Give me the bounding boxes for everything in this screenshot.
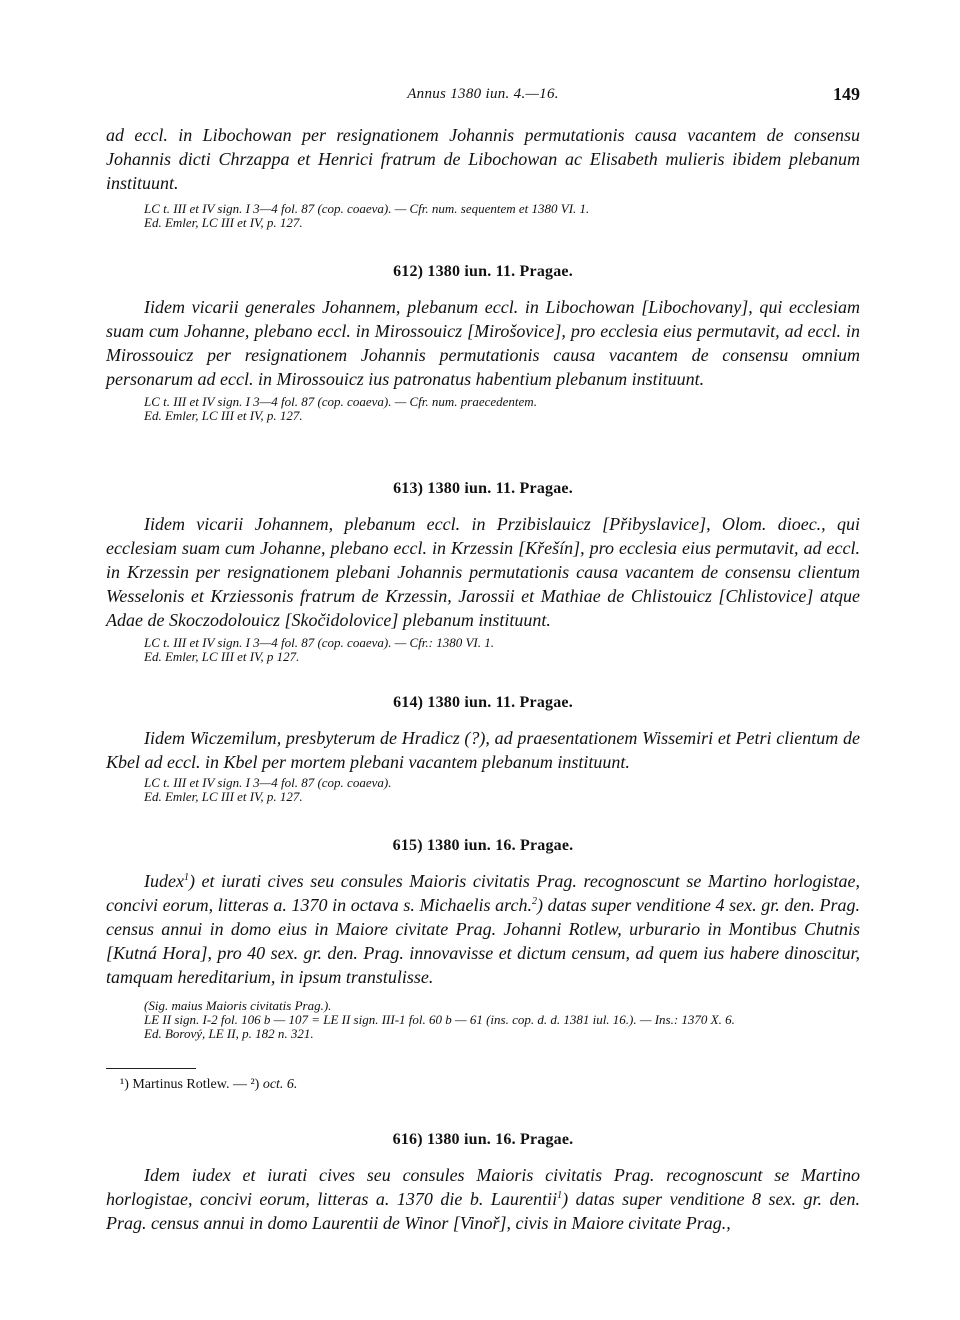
entry-text: Iidem Wiczemilum, presbyterum de Hradicz (?), ad praesentationem Wissemiri et Petri clientum de Kbel ad eccl. in Kbel per mortem plebani vacantem plebanum instituunt.: [106, 728, 860, 772]
page-number: 149: [833, 84, 860, 104]
note-line: Ed. Borový, LE II, p. 182 n. 321.: [144, 1026, 314, 1041]
entry-614: [106, 693, 860, 804]
footnote-mark: ¹): [120, 1077, 129, 1092]
note-line: (Sig. maius Maioris civitatis Prag.).: [144, 998, 332, 1013]
text-part: ) datas super venditione 8 sex. gr. den. Prag. census annui in domo Laurentii de Winor [Vinoř], civis in Maiore civitate Prag.,: [106, 1189, 860, 1233]
entry-notes: [106, 776, 860, 804]
entry-heading: 612) 1380 iun. 11. Pragae.: [393, 263, 573, 280]
entry-611-continuation: [106, 123, 860, 230]
footnotes: [106, 1076, 874, 1094]
text-part: Iudex: [144, 871, 184, 891]
footnote-mark: ²): [250, 1077, 260, 1092]
running-title: Annus 1380 iun. 4.—16.: [407, 86, 559, 102]
entry-613: [106, 479, 860, 664]
entry-heading: 613) 1380 iun. 11. Pragae.: [393, 480, 573, 497]
entry-text: [106, 1163, 860, 1235]
entry-notes: [106, 395, 860, 423]
entry-612: [106, 262, 860, 423]
entry-heading: 616) 1380 iun. 16. Pragae.: [392, 1131, 574, 1148]
text-part: ) et iurati cives seu consules Maioris civitatis Prag. recognoscunt se Martino horlogistae, concivi eorum, litteras a. 1370 in octava s. Michaelis arch.: [106, 871, 860, 915]
note-line: Ed. Emler, LC III et IV, p 127.: [144, 649, 300, 664]
note-line: LC t. III et IV sign. I 3—4 fol. 87 (cop. coaeva).: [144, 775, 392, 790]
note-line: LC t. III et IV sign. I 3—4 fol. 87 (cop. coaeva). — Cfr.: 1380 VI. 1.: [144, 635, 494, 650]
running-header: [106, 84, 860, 108]
entry-heading: 615) 1380 iun. 16. Pragae.: [392, 837, 574, 854]
entry-heading: 614) 1380 iun. 11. Pragae.: [393, 694, 573, 711]
footnote-separator: —: [232, 1077, 247, 1092]
footnote-marker: 1: [557, 1190, 563, 1201]
note-line: Ed. Emler, LC III et IV, p. 127.: [144, 215, 303, 230]
entry-615: [106, 836, 860, 1041]
entry-text: Iidem vicarii generales Johannem, plebanum eccl. in Libochowan [Libochovany], qui ecclesiam suam cum Johanne, plebano eccl. in Mirossouicz [Mirošovice], pro ecclesia eius permutavit, ad eccl. in Mirossouicz per resignationem Johannis permutationis causa vacantem de consensu omnium personarum ad eccl. in Mirossouicz ius patronatus habentium plebanum instituunt.: [106, 297, 860, 389]
note-line: LC t. III et IV sign. I 3—4 fol. 87 (cop. coaeva). — Cfr. num. praecedentem.: [144, 394, 537, 409]
footnote-marker: 2: [531, 896, 537, 907]
note-line: LC t. III et IV sign. I 3—4 fol. 87 (cop. coaeva). — Cfr. num. sequentem et 1380 VI. 1.: [144, 201, 590, 216]
footnote-text: oct. 6.: [262, 1077, 298, 1092]
text-part: Idem iudex et iurati cives seu consules Maioris civitatis Prag. recognoscunt se Martino horlogistae, concivi eorum, litteras a. 1370 die b. Laurentii: [106, 1165, 860, 1209]
entry-616: [106, 1130, 860, 1235]
note-line: Ed. Emler, LC III et IV, p. 127.: [144, 789, 303, 804]
footnote-text: Martinus Rotlew.: [132, 1077, 230, 1092]
entry-text: [106, 869, 860, 989]
footnote-marker: 1: [183, 872, 189, 883]
note-line: Ed. Emler, LC III et IV, p. 127.: [144, 408, 303, 423]
text-part: ) datas super venditione 4 sex. gr. den. Prag. census annui in domo eius in Maiore civitate Prag. Johanni Rotlew, urburario in Montibus Chutnis [Kutná Hora], pro 40 sex. gr. den. Prag. innovavisse et dictum censum, ad quem ius habere dinoscitur, tamquam hereditarium, in ipsum transtulisse.: [106, 895, 860, 987]
note-line: LE II sign. I-2 fol. 106 b — 107 = LE II sign. III-1 fol. 60 b — 61 (ins. cop. d. d. 1381 iul. 16.). — Ins.: 1370 X. 6.: [144, 1012, 735, 1027]
entry-notes: [106, 202, 860, 230]
entry-notes: [106, 636, 860, 664]
entry-text: Iidem vicarii Johannem, plebanum eccl. in Przibislauicz [Přibyslavice], Olom. dioec., qui ecclesiam suam cum Johanne, plebano eccl. in Krzessin [Křešín], pro ecclesia eius permutavit, ad eccl. in Krzessin per resignationem plebani Johannis permutationis causa vacantem de consensu clientum Wesselonis et Krziessonis fratrum de Krzessin, Jarossii et Mathiae de Chlistouicz [Chlistovice] atque Adae de Skoczodolouicz [Skočidolovice] plebanum instituunt.: [106, 514, 860, 630]
footnote-rule: [106, 1068, 196, 1069]
entry-text: ad eccl. in Libochowan per resignationem Johannis permutationis causa vacantem de consensu Johannis dicti Chrzappa et Henrici fratrum de Libochowan ac Elisabeth mulieris ibidem plebanum instituunt.: [106, 125, 860, 193]
entry-notes: [106, 999, 860, 1041]
